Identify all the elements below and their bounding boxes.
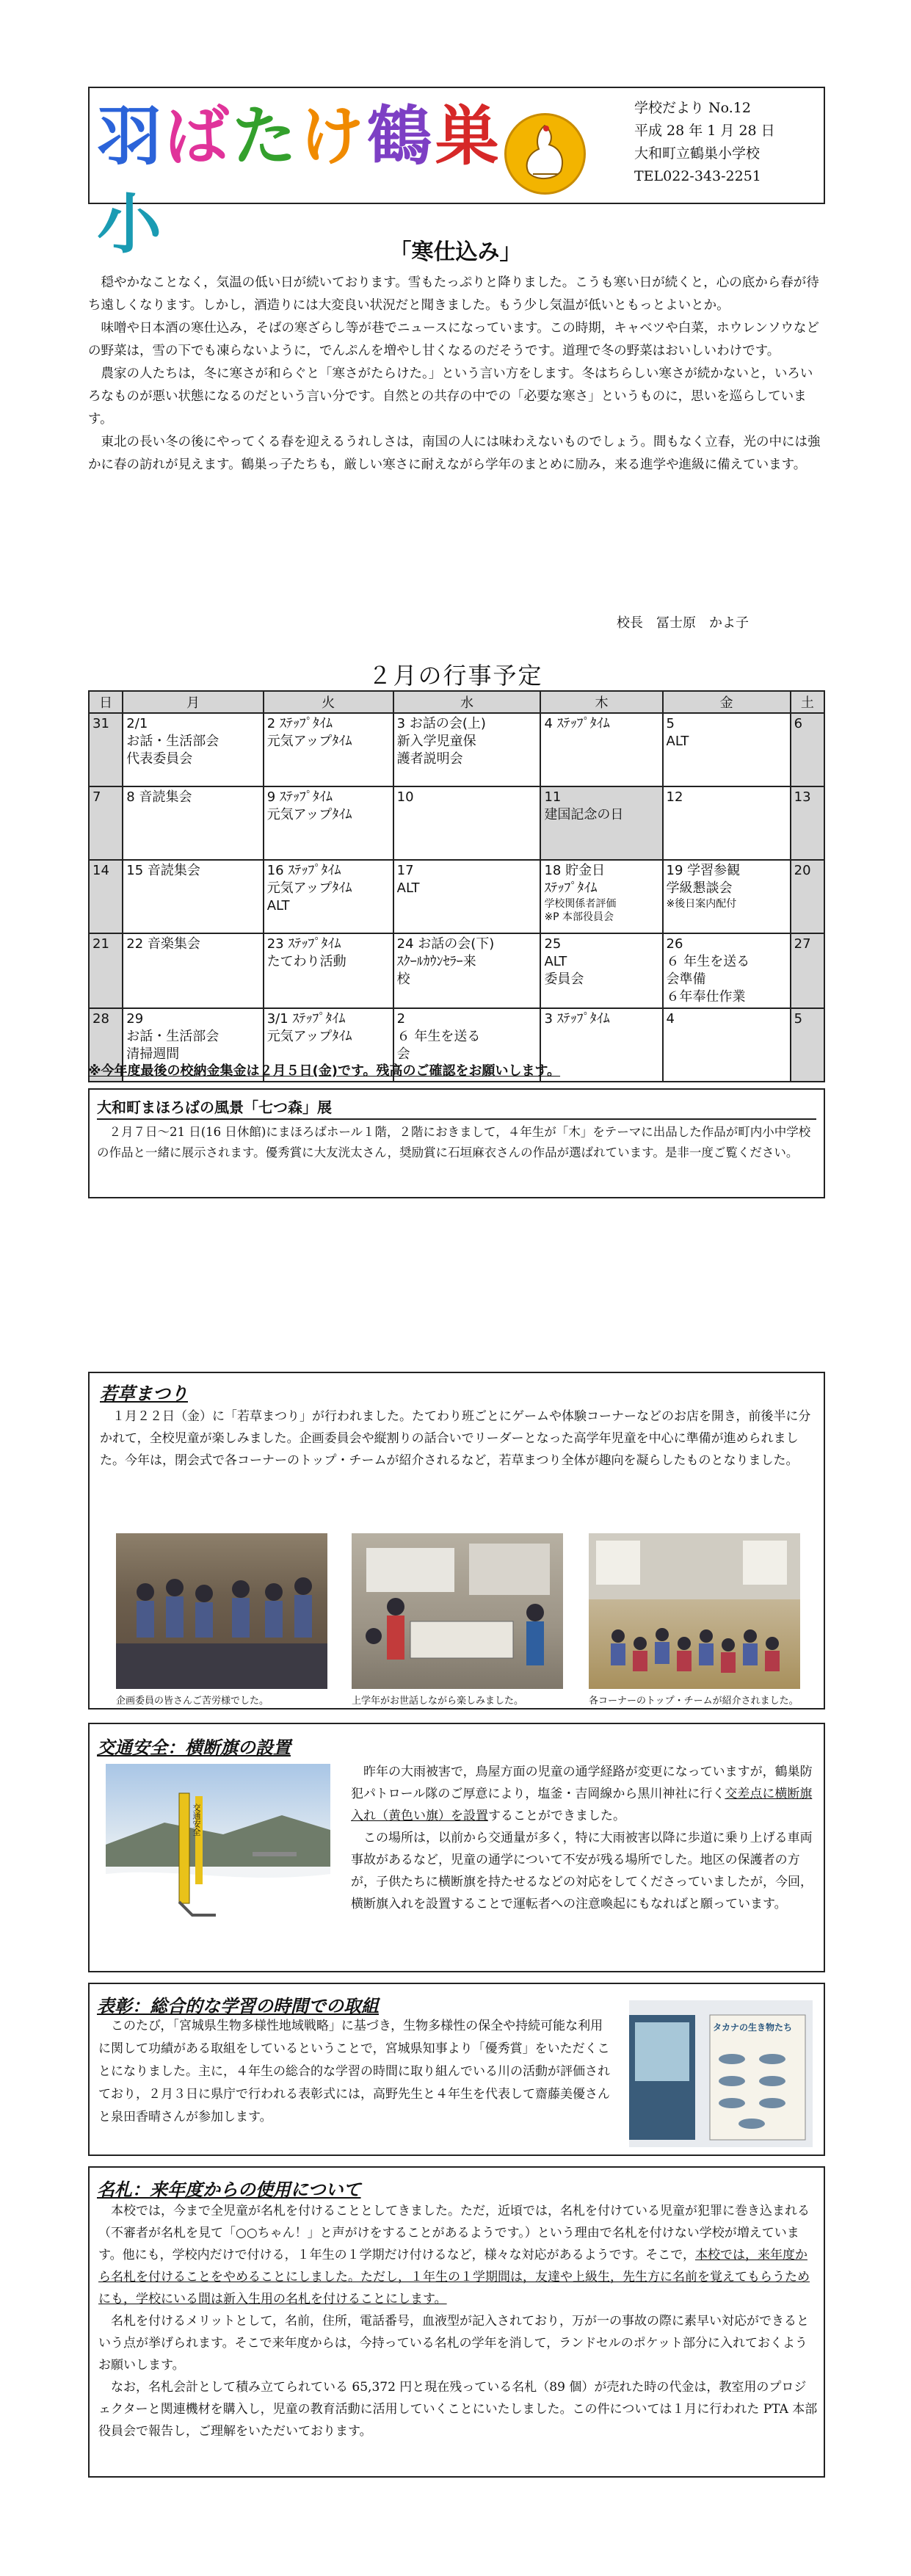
calendar-day-cell (540, 786, 662, 860)
calendar-day-cell (663, 860, 791, 933)
nameplate-text-p3: なお，名札会計として積み立てられている 65,372 円と現在残っている名札（89 個）が売れた時の代金は，教室用のプロジェクターと関連機材を購入し，児童の教育活動に活用していくことにいたしました。この件については１月に行われた PTA 本部役員会で報告し，ご理解をいただいております。 (98, 2380, 818, 2439)
poster-title: タカナの生き物たち (713, 2022, 793, 2033)
day-label: 29 (126, 1011, 144, 1027)
day-label: 2 (396, 1011, 406, 1027)
calendar-title: ２月の行事予定 (368, 662, 543, 690)
nameplate-title: 名札：来年度からの使用について (97, 2179, 361, 2200)
nameplate-text (98, 2200, 818, 2442)
essay-paragraph: 東北の長い冬の後にやってくる春を迎えるうれしさは，南国の人には味わえないものでしょう。間もなく立春，光の中には強かに春の訪れが見えます。鶴巣っ子たちも，厳しい寒さに耐えながら学年のまとめに励み，来る進学や進級に備えています。 (88, 435, 821, 472)
day-label: 17 (396, 863, 414, 878)
calendar-day-cell (540, 933, 662, 1008)
day-label: 12 (666, 789, 683, 805)
calendar-day-cell (264, 860, 393, 933)
calendar-day-cell (264, 713, 393, 786)
day-label: 24 お話の会(下) (396, 936, 495, 952)
day-event: 清掃週間 (126, 1046, 180, 1062)
day-label: 25 (544, 936, 562, 952)
day-label: 5 (666, 716, 675, 731)
weekday-header: 木 (540, 691, 662, 713)
calendar-day-cell (791, 713, 824, 786)
day-label: 10 (396, 789, 414, 805)
calendar-day-cell (123, 786, 263, 860)
day-event: たてわり活動 (266, 954, 346, 969)
traffic-box (88, 1723, 825, 1972)
day-label: 2/1 (126, 716, 148, 731)
calendar-week-row (89, 786, 824, 860)
crane-emblem-icon (504, 113, 586, 195)
calendar-day-cell (791, 1008, 824, 1082)
traffic-text-b: することができました。 (488, 1809, 625, 1823)
day-label: 14 (92, 863, 109, 878)
day-event: 建国記念の日 (544, 807, 624, 822)
nameplate-text-p2: 名札を付けるメリットとして，名前，住所，電話番号，血液型が記入されており，万が一の事故の際に素早い対応ができるという点が挙げられます。そこで来年度からは，今持っている名札の学年を消して，ランドセルのポケット部分に入れておくようお願いします。 (98, 2314, 809, 2373)
nameplate-box (88, 2166, 825, 2478)
day-event: ６年奉仕作業 (666, 989, 746, 1005)
logo-char: 巣 (435, 98, 503, 174)
calendar-day-cell (123, 933, 263, 1008)
award-box (88, 1983, 825, 2156)
day-event: 新入学児童保 (396, 734, 476, 749)
photo-closing (589, 1533, 800, 1689)
exhibit-text: ２月７日～21 日(16 日休館)にまほろばホール１階，２階におきまして，４年生が「木」をテーマに出品した作品が町内小中学校の作品と一緒に展示されます。優秀賞に大友洸太さん，奨励賞に石垣麻衣さんの作品が選ばれています。是非一度ご覧ください。 (97, 1125, 811, 1159)
day-label: 3/1 ｽﾃｯﾌﾟﾀｲﾑ (266, 1011, 346, 1027)
calendar-day-cell (393, 713, 541, 786)
day-event: ６ 年生を送る (666, 954, 750, 969)
school-name: 大和町立鶴巣小学校 (634, 145, 761, 162)
day-label: 26 (666, 936, 683, 952)
photo-caption: 各コーナーのトップ・チームが紹介されました。 (589, 1696, 799, 1707)
day-event: ６ 年生を送る (396, 1029, 481, 1044)
weekday-header: 日 (89, 691, 123, 713)
calendar-day-cell (393, 933, 541, 1008)
calendar-day-cell (791, 933, 824, 1008)
traffic-text (351, 1761, 816, 1915)
logo-char: 鶴 (367, 98, 435, 174)
essay-paragraph: 味噌や日本酒の寒仕込み，そばの寒ざらし等が巷でニュースになっています。この時期，キャベツや白菜，ホウレンソウなどの野菜は，雪の下でも凍らないように，でんぷんを増やし甘くなるのだそうです。道理で冬の野菜はおいしいわけです。 (88, 321, 819, 358)
school-tel: TEL022-343-2251 (634, 168, 761, 184)
weekday-header: 土 (791, 691, 824, 713)
header-info (634, 97, 775, 188)
day-label: 4 ｽﾃｯﾌﾟﾀｲﾑ (544, 716, 610, 731)
issue-date: 平成 28 年 1 月 28 日 (634, 123, 775, 139)
traffic-title: 交通安全：横断旗の設置 (97, 1737, 291, 1758)
day-label: 22 音楽集会 (126, 936, 200, 952)
essay-paragraph: 穏やかなことなく，気温の低い日が続いております。雪もたっぷりと降りました。こうも寒い日が続くと，心の底から春が待ち遠しくなります。しかし，酒造りには大変良い状況だと聞きました。もう少し気温が低いともっとよいとか。 (88, 275, 819, 313)
day-label: 23 ｽﾃｯﾌﾟﾀｲﾑ (266, 936, 341, 952)
day-event: 校 (396, 972, 410, 987)
calendar-day-cell (663, 713, 791, 786)
day-event: 護者説明会 (396, 751, 463, 767)
day-label: 28 (92, 1011, 109, 1027)
calendar-day-cell (791, 786, 824, 860)
day-label: 20 (794, 863, 811, 878)
wakakusa-text: １月２２日（金）に「若草まつり」が行われました。たてわり班ごとにゲームや体験コーナーなどのお店を開き，前後半に分かれて，全校児童が楽しみました。企画委員会や縦割りの話合いでリーダーとなった高学年児童を中心に準備が進められました。今年は，閉会式で各コーナーのトップ・チームが紹介されるなど，若草まつり全体が趣向を凝らしたものとなりました。 (100, 1409, 811, 1468)
day-event: 元気アップﾀｲﾑ (266, 734, 352, 749)
day-label: 27 (794, 936, 811, 952)
day-event: お話・生活部会 (126, 1029, 219, 1044)
calendar-day-cell (123, 713, 263, 786)
day-label: 11 (544, 789, 562, 805)
day-event: お話・生活部会 (126, 734, 219, 749)
day-label: 3 ｽﾃｯﾌﾟﾀｲﾑ (544, 1011, 610, 1027)
calendar-day-cell (540, 860, 662, 933)
calendar-day-cell (663, 933, 791, 1008)
calendar-day-cell (264, 786, 393, 860)
calendar-day-cell (123, 860, 263, 933)
flag-holder-label: 交通安全 (192, 1803, 201, 1836)
weekday-header: 月 (123, 691, 263, 713)
calendar-day-cell (89, 713, 123, 786)
weekday-header: 水 (393, 691, 541, 713)
day-event: 元気アップﾀｲﾑ (266, 1029, 352, 1044)
day-label: 21 (92, 936, 109, 952)
logo-char: け (300, 98, 368, 174)
wakakusa-box (88, 1372, 825, 1710)
exhibit-box (88, 1088, 825, 1198)
photo-play (352, 1533, 563, 1689)
day-event: ALT (266, 898, 290, 913)
payment-notice: ※今年度最後の校納金集金は２月５日(金)です。残高のご確認をお願いします。 (88, 1063, 561, 1079)
day-label: 6 (794, 716, 803, 731)
calendar-header-row (89, 691, 824, 713)
day-event: 学級懇談会 (666, 880, 733, 896)
logo-char: ば (164, 98, 233, 174)
calendar-day-cell (89, 933, 123, 1008)
issue-number: 学校だより No.12 (634, 100, 751, 116)
wakakusa-title: 若草まつり (100, 1383, 188, 1404)
photo-caption: 上学年がお世話しながら楽しみました。 (352, 1696, 524, 1707)
day-event: ALT (544, 954, 567, 969)
calendar-day-cell (663, 1008, 791, 1082)
calendar-day-cell (264, 933, 393, 1008)
principal-essay (88, 272, 825, 477)
weekday-header: 金 (663, 691, 791, 713)
calendar-week-row (89, 860, 824, 933)
day-event: 委員会 (544, 972, 584, 987)
logo-char: た (232, 98, 300, 174)
calendar-day-cell (791, 860, 824, 933)
day-label: 7 (92, 789, 101, 805)
nameplate-text-underlined: 本校では，来年度から名札を付けることをやめることにしました。ただし，１年生の１学期間は，友達や上級生，先生方に名前を覚えてもらうためにも，学校にいる間は新入生用の名札を付けることにします。 (98, 2248, 810, 2307)
traffic-text-underlined: 交差点に横断旗入れ（黄色い旗）を設置 (351, 1787, 813, 1823)
calendar-week-row (89, 933, 824, 1008)
award-title: 表彰：総合的な学習の時間での取組 (97, 1996, 379, 2016)
photo-committee (116, 1533, 327, 1689)
weekday-header: 火 (264, 691, 393, 713)
calendar-day-cell (89, 860, 123, 933)
event-calendar (88, 690, 825, 1082)
day-event: ｽｸｰﾙｶｳﾝｾﾗｰ来 (396, 954, 476, 969)
day-label: 19 学習参観 (666, 863, 741, 878)
calendar-day-cell (540, 713, 662, 786)
day-label: 31 (92, 716, 109, 731)
day-event: ALT (396, 880, 420, 896)
day-label: 3 お話の会(上) (396, 716, 486, 731)
logo-char: 小 (97, 187, 165, 262)
day-event-note: 学校関係者評価 (544, 898, 617, 910)
column-title: 「寒仕込み」 (389, 239, 522, 265)
logo-char: 羽 (97, 98, 165, 174)
calendar-day-cell (663, 786, 791, 860)
day-label: 9 ｽﾃｯﾌﾟﾀｲﾑ (266, 789, 333, 805)
day-event: 会 (396, 1046, 410, 1062)
day-label: 18 貯金日 (544, 863, 606, 878)
calendar-week-row (89, 713, 824, 786)
day-label: 16 ｽﾃｯﾌﾟﾀｲﾑ (266, 863, 341, 878)
day-label: 2 ｽﾃｯﾌﾟﾀｲﾑ (266, 716, 333, 731)
day-event-note: ※後日案内配付 (666, 898, 737, 910)
calendar-day-cell (89, 786, 123, 860)
day-label: 8 音読集会 (126, 789, 192, 805)
day-label: 4 (666, 1011, 675, 1027)
calendar-day-cell (393, 786, 541, 860)
day-event: 会準備 (666, 972, 706, 987)
day-label: 15 音読集会 (126, 863, 200, 878)
day-event-note: ※P 本部役員会 (544, 911, 614, 923)
principal-signature: 校長 冨士原 かよ子 (617, 615, 749, 631)
calendar-day-cell (393, 860, 541, 933)
day-event: ALT (666, 734, 689, 749)
award-text: このたび，「宮城県生物多様性地域戦略」に基づき，生物多様性の保全や持続可能な利用に関して功績がある取組をしているということで，宮城県知事より「優秀賞」をいただくことになりました。主に，４年生の総合的な学習の時間に取り組んでいる川の活動が評価されており，２月３日に県庁で行われる表彰式には，高野先生と４年生を代表して齋藤美優さんと泉田香晴さんが参加します。 (98, 2019, 610, 2124)
exhibit-title: 大和町まほろばの風景「七つ森」展 (97, 1096, 816, 1120)
essay-paragraph: 農家の人たちは，冬に寒さが和らぐと「寒さがたらけた。」という言い方をします。冬はちらしい寒さが続かないと，いろいろなものが悪い状態になるのだという言い分です。自然との共存の中での「必要な寒さ」というものに，思いを巡らしています。 (88, 366, 813, 427)
photo-caption: 企画委員の皆さんご苦労様でした。 (116, 1696, 269, 1707)
day-event: 元気アップﾀｲﾑ (266, 807, 352, 822)
day-event: 代表委員会 (126, 751, 193, 767)
day-event: 元気アップﾀｲﾑ (266, 880, 352, 896)
photo-award-display (629, 2000, 813, 2147)
traffic-text-p2: この場所は，以前から交通量が多く，特に大雨被害以降に歩道に乗り上げる車両事故があるなど，児童の通学について不安が残る場所でした。地区の保護者の方が，子供たちに横断旗を持たせるなどの対応をしてくださっていましたが，今回，横断旗入れを設置することで運転者への注意喚起にもなればと願っています。 (351, 1831, 813, 1911)
photo-flag-holder (106, 1764, 330, 1934)
day-event: ｽﾃｯﾌﾟﾀｲﾑ (544, 880, 598, 896)
day-label: 13 (794, 789, 811, 805)
traffic-text-a: 昨年の大雨被害で，鳥屋方面の児童の通学経路が変更になっていますが，鶴巣防犯パトロール隊のご厚意により，塩釜・吉岡線から黒川神社に行く (351, 1765, 813, 1801)
day-label: 5 (794, 1011, 803, 1027)
nameplate-text-a: 本校では，今まで全児童が名札を付けることとしてきました。ただ，近頃では，名札を付けている児童が犯罪に巻き込まれる（不審者が名札を見て「○○ちゃん！」と声がけをすることがあるようです。）という理由で名札を付けない学校が増えています。他にも，学校内だけで付ける，１年生の１学期だけ付けるなど，様々な対応があるようです。そこで， (98, 2204, 810, 2262)
